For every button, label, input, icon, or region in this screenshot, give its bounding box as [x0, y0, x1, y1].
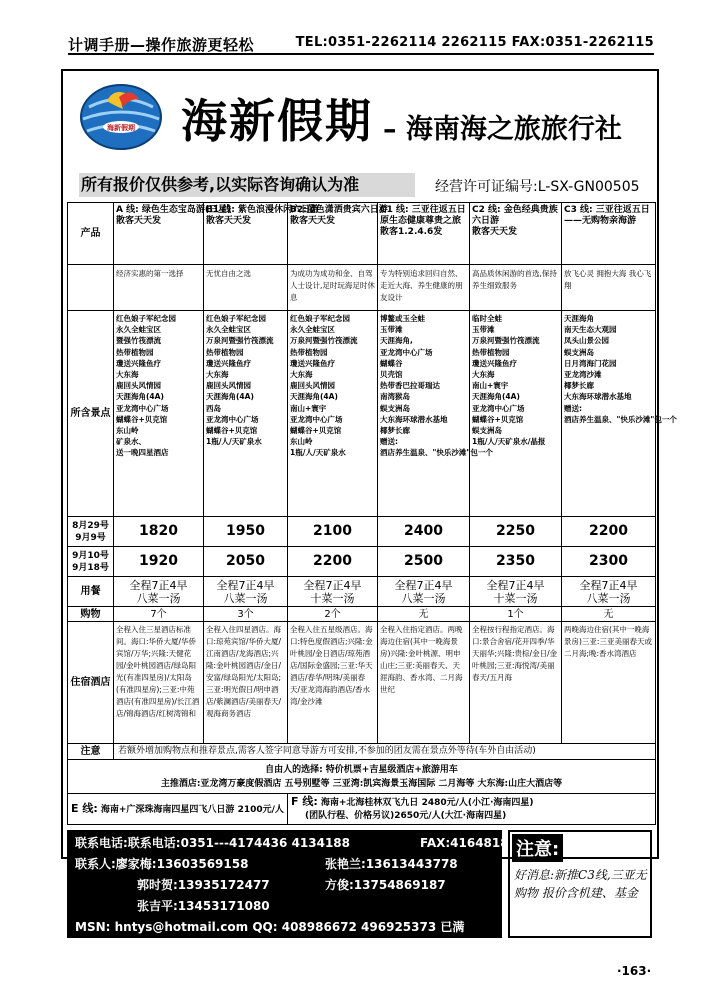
hotel-cell: 全程入住五星级酒店。海口:特色度假酒店;兴隆:金叶桃园/金日酒店/琼苑酒店/国际金盛园;三亚:华天酒店/春华/明珠/美丽春天/亚龙湾海韵酒店/香水湾/金沙滩	[288, 622, 378, 744]
spot-item: 万泉河暨强竹筏漂流	[472, 336, 540, 346]
advertisement-frame	[61, 69, 677, 859]
meal-line: 十菜一汤	[493, 591, 538, 605]
row-label-hotel: 住宿酒店	[68, 622, 114, 744]
product-cell	[378, 203, 470, 265]
spot-item: 玉带滩	[472, 325, 495, 335]
product-desc: 放飞心灵 拥抱大海 我心飞翔	[562, 265, 656, 311]
row-label-shopping: 购物	[68, 607, 114, 622]
product-title: A 线: 绿色生态宝岛游(三星)	[116, 205, 232, 215]
price-cell: 2400	[378, 517, 470, 547]
shopping-row	[68, 607, 656, 622]
spot-item: 鹿回头风情园	[116, 381, 161, 391]
meal-line: 全程7正4早	[129, 578, 188, 592]
spot-item: 日月湾海门花园	[564, 358, 617, 368]
product-title: C2 线: 金色经典贵族六日游	[472, 205, 558, 226]
meal-line: 八菜一汤	[401, 591, 446, 605]
meal-cell	[114, 577, 204, 607]
row-label-note: 注意	[68, 744, 114, 760]
f-line-cell	[288, 794, 656, 825]
contact-phone: 联系电话:联系电话:0351---4174436 4134188	[75, 836, 351, 850]
meal-line: 八菜一汤	[586, 591, 631, 605]
meal-cell	[378, 577, 470, 607]
meal-line: 八菜一汤	[223, 591, 268, 605]
price-cell: 2200	[562, 517, 656, 547]
product-subtitle: 散客1.2.4.6发	[380, 227, 443, 237]
spot-item: 贝壳馆	[380, 370, 403, 380]
row-label-meals: 用餐	[68, 577, 114, 607]
contact-person: 联系人:廖家梅:13603569158	[75, 857, 249, 871]
spot-item: 南天生态大观园	[564, 325, 617, 335]
hotel-cell: 全程入住三星酒店标准间。海口:华侨大厦/华侨宾馆/万华;兴隆:天健花园/金叶桃园酒店/绿岛阳光(有准四星房)/太阳岛(有准四星房);三亚:中苑酒店(有准四星房)/长江酒店/锦海酒店/红树湾锦和	[114, 622, 204, 744]
handwritten-note-box	[508, 830, 652, 938]
hotel-cell: 全程入住指定酒店。两晚海边住宿(其中一晚海景房)兴隆:金叶桃源、明申山庄;三亚:美丽春天、天涯海韵、香水湾、二月海世纪	[378, 622, 470, 744]
spot-item: 蜈支洲岛	[564, 347, 594, 357]
spot-item: 暨强竹筏漂流	[116, 336, 161, 346]
spot-item: 南山+寰宇	[472, 381, 509, 391]
ef-row	[68, 794, 656, 825]
selection-line: 自由人的选择: 特价机票+吉星级酒店+旅游用车	[265, 764, 458, 775]
spot-item: 天涯海角,	[380, 336, 413, 346]
price-cell: 2050	[204, 547, 288, 577]
meal-line: 全程7正4早	[394, 578, 453, 592]
shopping-count: 3个	[204, 607, 288, 622]
spot-item: 蝴蝶谷	[380, 358, 403, 368]
brand-name: 海新假期	[181, 94, 373, 148]
spot-item: 万泉河暨强竹筏漂流	[206, 336, 274, 346]
spot-item: 亚龙湾中心广场	[380, 347, 433, 357]
contact-person: 张吉平:13453171080	[137, 899, 270, 913]
shopping-count: 2个	[288, 607, 378, 622]
spot-item: 1瓶/人/天矿泉水	[206, 437, 262, 447]
spot-item: 东山岭	[116, 426, 139, 436]
spots-list	[562, 311, 677, 517]
spot-item: 天涯海角	[564, 314, 594, 323]
description-label-empty	[68, 265, 114, 311]
f-line-label: F 线:	[291, 795, 318, 808]
spot-item: 蝴蝶谷+贝克馆	[472, 414, 524, 424]
spot-item: 万泉河暨强竹筏漂流	[290, 336, 358, 346]
contact-person: 方俊:13754869187	[325, 878, 446, 892]
price-row-2	[68, 547, 656, 577]
product-title: C1 线: 三亚往返五日 原生态健康尊贵之旅	[380, 205, 466, 226]
globe-logo-icon	[79, 83, 163, 151]
meal-line: 全程7正4早	[303, 578, 362, 592]
product-subtitle: 散客天天发	[472, 227, 518, 237]
shopping-count: 无	[378, 607, 470, 622]
contact-online: MSN: hntys@hotmail.com QQ: 408986672 496925373 已满	[75, 920, 465, 934]
meals-row	[68, 577, 656, 607]
spot-item: 蝴蝶谷+贝克馆	[116, 414, 168, 424]
agency-name-text: 海南海之旅旅行社	[405, 114, 622, 145]
selection-line: 主推酒店:亚龙湾万豪度假酒店 五号别墅等 三亚湾:凯宾海景玉海国际 二月海等 大东海:山庄大酒店等	[160, 778, 563, 789]
product-subtitle: 散客天天发	[116, 216, 162, 226]
spot-item: 西岛	[206, 403, 221, 413]
price-cell: 1950	[204, 517, 288, 547]
product-desc: 为成功为成功和金、自驾人士设计,足时玩海足时休息	[288, 265, 378, 311]
spot-item: 蜈支洲岛	[380, 403, 410, 413]
contact-person: 张艳兰:13613443778	[325, 857, 458, 871]
spot-item: 赠送:	[564, 403, 582, 413]
spots-list	[204, 311, 288, 517]
spots-list	[288, 311, 378, 517]
product-desc: 无忧自由之选	[204, 265, 288, 311]
spot-item: 亚龙湾中心广场	[290, 414, 343, 424]
top-header-bar	[68, 33, 654, 55]
spot-item: 瓊送兴隆鱼疗	[290, 358, 335, 368]
spot-item: 凤头山景公园	[564, 336, 609, 346]
product-title: B2:蓝色潇洒贵宾六日游	[290, 205, 388, 215]
spot-item: 天涯海角(4A)	[116, 392, 164, 402]
spot-item: 永久全蛙宝区	[116, 325, 161, 335]
spot-item: 热带植物园	[206, 347, 244, 357]
spot-item: 亚龙湾沙滩	[564, 370, 602, 380]
product-subtitle: 散客天天发	[206, 216, 252, 226]
row-label-product: 产品	[68, 203, 114, 265]
price-cell: 2300	[562, 547, 656, 577]
spot-item: 鹿回头风情园	[290, 381, 335, 391]
date-range-1: 8月29号 9月9号	[68, 517, 114, 547]
spot-item: 酒店养生温泉、"快乐沙滩"包一个	[380, 448, 493, 458]
product-cell	[562, 203, 656, 265]
header-contact: TEL:0351-2262114 2262115 FAX:0351-2262115	[295, 35, 654, 50]
spot-item: 大东海	[206, 370, 229, 380]
product-table	[67, 202, 677, 825]
spot-item: 椰梦长廊	[380, 426, 410, 436]
spot-item: 送一晚四星酒店	[116, 448, 169, 458]
hotel-cell: 全程入住四星酒店。海口:琼苑宾馆/华侨大厦/江南酒店/龙海酒店;兴隆:金叶桃园酒店/金日/安富/绿岛阳光/太阳岛;三亚:明光假日/明申酒店/紫澜酒店/美丽春天/观海商务酒店	[204, 622, 288, 744]
spot-item: 亚龙湾中心广场	[472, 403, 525, 413]
spot-item: 红色娘子军纪念园	[290, 314, 350, 323]
product-subtitle: 散客天天发	[290, 216, 336, 226]
note-row	[68, 744, 656, 760]
meal-line: 全程7正4早	[579, 578, 638, 592]
spots-row	[68, 311, 656, 517]
product-cell	[204, 203, 319, 265]
note-text: 若额外增加购物点和推荐景点,需客人签字同意导游方可安排,不参加的团友需在景点外等待(车外自由活动)	[114, 744, 656, 760]
price-notice: 所有报价仅供参考,以实际咨询确认为准	[79, 173, 415, 197]
spots-list	[470, 311, 562, 517]
meal-cell	[288, 577, 378, 607]
spot-item: 蝴蝶谷+贝克馆	[206, 426, 258, 436]
spot-item: 热带植物园	[290, 347, 328, 357]
contact-fax: FAX:4164818	[420, 836, 509, 850]
price-cell: 2350	[470, 547, 562, 577]
spot-item: 大东海	[472, 370, 495, 380]
spot-item: 瓊送兴隆鱼疗	[206, 358, 251, 368]
manual-title: 计调手册—操作旅游更轻松	[68, 36, 255, 54]
spot-item: 蝴蝶谷+贝克馆	[290, 426, 342, 436]
price-cell: 2100	[288, 517, 378, 547]
meal-cell	[204, 577, 288, 607]
spot-item: 瓊送兴隆鱼疗	[116, 358, 161, 368]
spot-item: 椰梦长廊	[564, 381, 594, 391]
spot-item: 红色娘子军纪念园	[116, 314, 176, 323]
spot-item: 热带香巴拉哥瑞达	[380, 381, 440, 391]
e-line-text: 海南+广深珠海南四星四飞八日游 2100元/人	[100, 804, 284, 815]
page-number: ·163·	[617, 964, 652, 978]
spot-item: 大东海	[290, 370, 313, 380]
contact-person: 郭时贺:13935172477	[137, 878, 270, 892]
spot-item: 博鳌或玉全蛙	[380, 314, 425, 323]
meal-line: 八菜一汤	[136, 591, 181, 605]
price-row-1	[68, 517, 656, 547]
brand-dash: –	[383, 114, 397, 145]
f-line-text-2: (团队行程、价格另议)2650元/人(大江·海南四星)	[305, 811, 507, 821]
meal-line: 全程7正4早	[216, 578, 275, 592]
product-cell	[288, 203, 388, 265]
spot-item: 天涯海角(4A)	[290, 392, 338, 402]
price-cell: 1920	[114, 547, 204, 577]
product-cell	[114, 203, 232, 265]
spot-item: 大东海环球潜水基地	[564, 392, 632, 402]
spots-list	[114, 311, 204, 517]
spot-item: 赠送:	[380, 437, 398, 447]
spot-item: 蜈支洲岛	[472, 426, 502, 436]
spot-item: 亚龙湾中心广场	[116, 403, 169, 413]
hotel-row	[68, 622, 656, 744]
spot-item: 亚龙湾中心广场	[206, 414, 259, 424]
product-title: B1 线: 紫色浪漫休闲六日游	[206, 205, 319, 215]
spot-item: 天涯海角(4A)	[206, 392, 254, 402]
e-line-label: E 线:	[71, 801, 98, 815]
spot-item: 酒店养生温泉、"快乐沙滩"包一个	[564, 414, 677, 424]
logo-text: 海新假期	[107, 124, 135, 132]
row-label-spots: 所含景点	[68, 311, 114, 517]
selection-cell	[68, 760, 656, 794]
description-row	[68, 265, 656, 311]
shopping-count: 7个	[114, 607, 204, 622]
price-cell: 2250	[470, 517, 562, 547]
product-title: C3 线: 三亚往返五日——无购物亲海游	[564, 205, 650, 226]
price-cell: 2500	[378, 547, 470, 577]
spot-item: 1瓶/人/天矿泉水	[290, 448, 346, 458]
f-line-text: 海南+北海桂林双飞九日 2480元/人(小江·海南四星)	[320, 798, 534, 808]
shopping-count: 无	[562, 607, 656, 622]
spot-item: 大东海环球潜水基地	[380, 414, 448, 424]
spot-item: 南湾猴岛	[380, 392, 410, 402]
spot-item: 瓊送兴隆鱼疗	[472, 358, 517, 368]
spot-item: 1瓶/人/天矿泉水/晶报	[472, 437, 546, 447]
product-cell	[470, 203, 562, 265]
price-cell: 1820	[114, 517, 204, 547]
meal-cell	[562, 577, 656, 607]
note-box-title: 注意:	[512, 834, 563, 862]
meal-line: 全程7正4早	[486, 578, 545, 592]
meal-line: 十菜一汤	[310, 591, 355, 605]
spot-item: 鹿回头风情园	[206, 381, 251, 391]
spot-item: 永久全蛙宝区	[290, 325, 335, 335]
product-desc: 专为特别追求回归自然、走近大海、养生健康的朋友设计	[378, 265, 470, 311]
spot-item: 红色娘子军纪念园	[206, 314, 266, 323]
price-cell: 2200	[288, 547, 378, 577]
product-desc: 高品质休闲游的首选,保持养生细致服务	[470, 265, 562, 311]
contact-panel	[67, 830, 509, 938]
date-range-2: 9月10号 9月18号	[68, 547, 114, 577]
hotel-cell: 两晚海边住宿(其中一晚海景房)三亚:三亚美丽春天或二月海;晚:香水湾酒店	[562, 622, 656, 744]
spot-item: 玉带滩	[380, 325, 403, 335]
meal-cell	[470, 577, 562, 607]
spot-item: 热带植物园	[472, 347, 510, 357]
spot-item: 南山+寰宇	[290, 403, 327, 413]
spot-item: 临时全蛙	[472, 314, 502, 323]
product-desc: 经济实惠的第一选择	[114, 265, 204, 311]
note-box-text: 好消息:新推C3线,三亚无购物 报价含机建、基金	[514, 868, 647, 900]
agency-name	[383, 107, 622, 146]
selection-row	[68, 760, 656, 794]
shopping-count: 1个	[470, 607, 562, 622]
spot-item: 东山岭	[290, 437, 313, 447]
spot-item: 矿泉水、	[116, 437, 146, 447]
product-row	[68, 203, 656, 265]
license-number: 经营许可证编号:L-SX-GN00505	[435, 179, 640, 195]
spot-item: 永久全蛙宝区	[206, 325, 251, 335]
spot-item: 热带植物园	[116, 347, 154, 357]
spot-item: 大东海	[116, 370, 139, 380]
e-line-cell	[68, 794, 288, 825]
spot-item: 天涯海角(4A)	[472, 392, 520, 402]
hotel-cell: 全程按行程指定酒店。海口:景合舍宿/花开四季/华天丽华;兴隆:贵棕/金日/金叶桃园;三亚:海悦湾/美丽春天/五月海	[470, 622, 562, 744]
